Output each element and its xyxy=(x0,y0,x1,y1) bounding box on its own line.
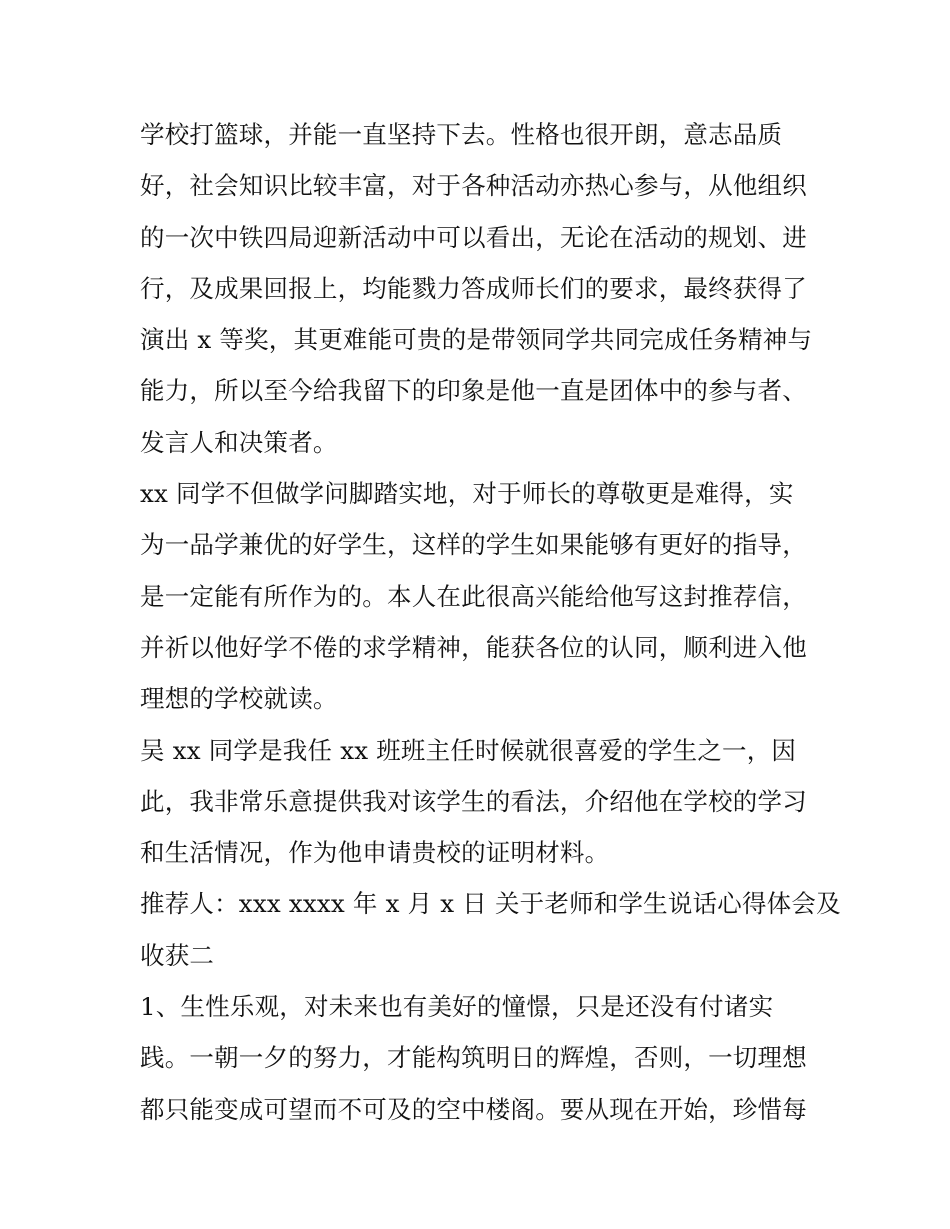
text-line: 学校打篮球，并能一直坚持下去。性格也很开朗，意志品质 xyxy=(140,120,783,149)
text-line: xx 同学不但做学问脚踏实地，对于师长的尊敬更是难得，实 xyxy=(140,479,794,509)
text-line: 并祈以他好学不倦的求学精神，能获各位的认同，顺利进入他 xyxy=(140,632,807,662)
text-line: 和生活情况，作为他申请贵校的证明材料。 xyxy=(140,838,610,868)
text-line: 1、生性乐观，对未来也有美好的憧憬，只是还没有付诸实 xyxy=(140,992,774,1022)
text-line: 践。一朝一夕的努力，才能构筑明日的辉煌，否则，一切理想 xyxy=(140,1043,807,1073)
text-line: 行，及成果回报上，均能戮力答成师长们的要求，最终获得了 xyxy=(140,273,807,303)
text-line: 为一品学兼优的好学生，这样的学生如果能够有更好的指导， xyxy=(140,530,807,560)
text-line: 能力，所以至今给我留下的印象是他一直是团体中的参与者、 xyxy=(140,376,807,406)
text-line: 演出 x 等奖，其更难能可贵的是带领同学共同完成任务精神与 xyxy=(140,325,813,355)
text-line: 发言人和决策者。 xyxy=(140,427,338,457)
text-line: 吴 xx 同学是我任 xx 班班主任时候就很喜爱的学生之一，因 xyxy=(140,735,797,765)
text-line: 好，社会知识比较丰富，对于各种活动亦热心参与，从他组织 xyxy=(140,171,807,201)
text-line: 此，我非常乐意提供我对该学生的看法，介绍他在学校的学习 xyxy=(140,786,807,816)
text-line: 的一次中铁四局迎新活动中可以看出，无论在活动的规划、进 xyxy=(140,222,807,252)
text-line: 都只能变成可望而不可及的空中楼阁。要从现在开始，珍惜每 xyxy=(140,1094,807,1124)
text-line: 推荐人：xxx xxxx 年 x 月 x 日 关于老师和学生说话心得体会及 xyxy=(140,889,841,919)
text-line: 是一定能有所作为的。本人在此很高兴能给他写这封推荐信， xyxy=(140,581,807,611)
document-body xyxy=(140,109,841,1135)
text-line: 收获二 xyxy=(140,940,215,970)
text-line: 理想的学校就读。 xyxy=(140,684,338,714)
